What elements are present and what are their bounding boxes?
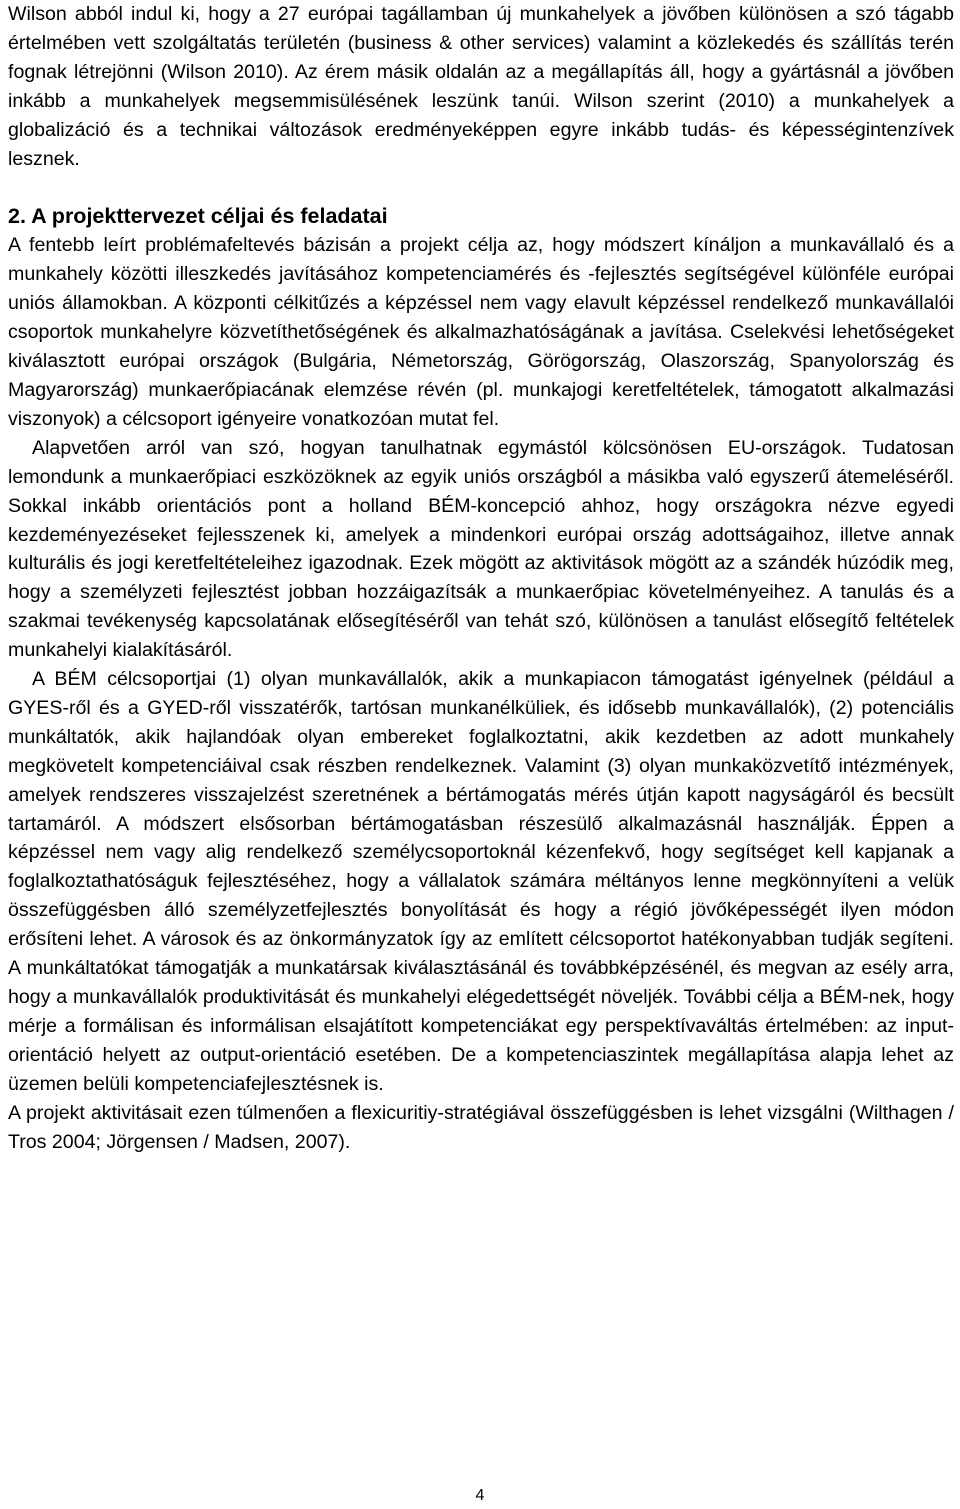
paragraph-flexicurity: A projekt aktivitásait ezen túlmenően a flexicuritiy-stratégiával összefüggésben is lehet vizsgálni (Wilthagen / Tros 2004; Jörgensen / Madsen, 2007). bbox=[8, 1101, 954, 1153]
paragraph-bem-target-groups: A BÉM célcsoportjai (1) olyan munkavállalók, akik a munkapiacon támogatást igényelnek (például a GYES-ről és a GYED-ről visszatérők, tartósan munkanélküliek, és idősebb munkavállalók), (2) potenciális munkáltatók, akik hajlandóak olyan embereket foglalkoztatni, akik kezdetben az adott munkahely megkövetelt kompetenciáival csak részben rendelkeznek. Valamint (3) olyan munkaközvetítő intézmények, amelyek rendszeres visszajelzést szeretnének a bértámogatás mérés útján kapott nagyságáról és becsült tartamáról. A módszert elsősorban bértámogatásban részesülő alkalmazásnál használják. Éppen a képzéssel nem vagy alig rendelkező személycsoportoknál kézenfekvő, hogy segítséget kell kapjanak a foglalkoztathatóságuk fejlesztéséhez, hogy a vállalatok számára méltányos lenne megkönnyíteni a velük összefüggésben álló személyzetfejlesztés bonyolítását és hogy a régió jövőképességét ilyen módon erősíteni lehet. A városok és az önkormányzatok így az említett célcsoportot hatékonyabban tudják segíteni. A munkáltatókat támogatják a munkatársak kiválasztásánál és továbbképzésénél, és megvan az esély arra, hogy a munkavállalók produktivitását és munkahelyi elégedettségét növeljék. További célja a BÉM-nek, hogy mérje a formálisan és informálisan elsajátított kompetenciákat egy perspektívaváltás értelmében: az input-orientáció helyett az output-orientáció esetében. De a kompetenciaszintek megállapítása alapja lehet az üzemen belüli kompetenciafejlesztésnek is. bbox=[8, 668, 954, 1095]
section-heading: 2. A projekttervezet céljai és feladatai bbox=[8, 204, 388, 229]
paragraph-eu-learning: Alapvetően arról van szó, hogyan tanulhatnak egymástól kölcsönösen EU-országok. Tudatosan lemondunk a munkaerőpiaci eszközöknek az egyik uniós országból a másikba való egyszerű átemeléséről. Sokkal inkább orientációs pont a holland BÉM-koncepció ahhoz, hogy országokra nézve egyedi kezdeményezéseket fejlesszenek ki, amelyek a mindenkori európai ország adottságaihoz, illetve annak kulturális és jogi keretfeltételeihez igazodnak. Ezek mögött az aktivitások mögött az a szándék húzódik meg, hogy a személyzeti fejlesztést jobban hozzáigazítsák a munkaerőpiac követelményeihez. A tanulás és a szakmai tevékenység kapcsolatának elősegítéséről van tehát szó, különösen a tanulást elősegítő feltételek munkahelyi kialakításáról. bbox=[8, 436, 954, 662]
document-page bbox=[8, 0, 954, 1156]
page-number: 4 bbox=[475, 1487, 485, 1504]
paragraph-project-goal: A fentebb leírt problémafeltevés bázisán a projekt célja az, hogy módszert kínáljon a munkavállaló és a munkahely közötti illeszkedés javításához kompetenciamérés és -fejlesztés segítségével különféle európai uniós államokban. A központi célkitűzés a képzéssel nem vagy elavult képzéssel rendelkező munkavállalói csoportok munkahelyre közvetíthetőségének és alkalmazhatóságának a javítása. Cselekvési lehetőségeket kiválasztott európai országok (Bulgária, Németország, Görögország, Olaszország, Spanyolország és Magyarország) munkaerőpiacának elemzése révén (pl. munkajogi keretfeltételek, támogatott alkalmazási viszonyok) a célcsoport igényeire vonatkozóan mutat fel. bbox=[8, 234, 954, 430]
paragraph-wilson-intro: Wilson abból indul ki, hogy a 27 európai tagállamban új munkahelyek a jövőben különösen a szó tágabb értelmében vett szolgáltatás területén (business & other services) valamint a közlekedés és szállítás terén fognak létrejönni (Wilson 2010). Az érem másik oldalán az a megállapítás áll, hogy a gyártásnál a jövőben inkább a munkahelyek megsemmisülésének leszünk tanúi. Wilson szerint (2010) a munkahelyek a globalizáció és a technikai változások eredményeképpen egyre inkább tudás- és képességintenzívek lesznek. bbox=[8, 3, 954, 170]
paragraph-spacer bbox=[8, 173, 954, 202]
